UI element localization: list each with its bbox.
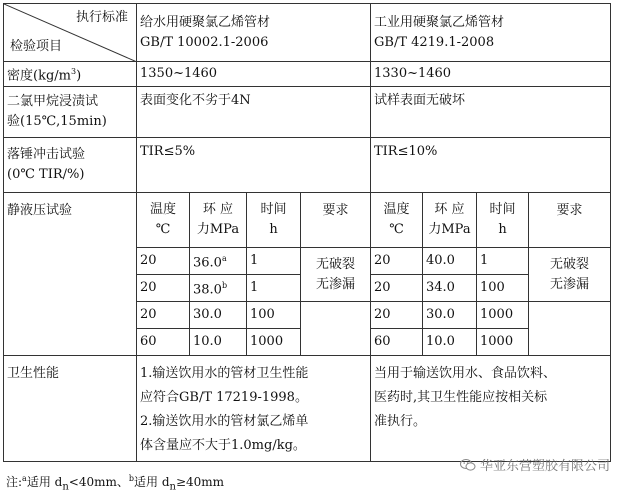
diagonal-header-cell bbox=[4, 4, 137, 62]
right-requirement: 无破裂 无渗漏 bbox=[529, 248, 611, 302]
density-value-1: 1350~1460 bbox=[137, 62, 371, 87]
temp-cell: 60 bbox=[137, 329, 190, 356]
drop-hammer-row bbox=[4, 138, 611, 193]
time-cell: 1 bbox=[247, 275, 301, 302]
temp-cell: 20 bbox=[137, 302, 190, 329]
stress-cell: 30.0 bbox=[190, 302, 247, 329]
drop-hammer-value-2: TIR≤10% bbox=[371, 138, 611, 193]
time-cell: 1000 bbox=[477, 329, 529, 356]
col1-header bbox=[137, 4, 371, 62]
temp-cell: 20 bbox=[371, 302, 423, 329]
temp-cell: 20 bbox=[371, 275, 423, 302]
time-cell: 1000 bbox=[477, 302, 529, 329]
wechat-icon bbox=[460, 458, 476, 472]
density-value-2: 1330~1460 bbox=[371, 62, 611, 87]
hydrostatic-header-row bbox=[4, 193, 611, 248]
temp-cell: 20 bbox=[137, 248, 190, 275]
left-requirement-empty bbox=[301, 302, 371, 356]
footnote: 注:$^a$适用 $d_n<40mm$、$^b$适用 $d_n\ge 40mm$ bbox=[6, 474, 225, 493]
temp-cell: 20 bbox=[137, 275, 190, 302]
dichloromethane-value-1: 表面变化不劣于4N bbox=[137, 87, 371, 138]
col2-title: 工业用硬聚氯乙烯管材 bbox=[374, 14, 505, 30]
hygiene-value-2: 当用于输送饮用水、食品饮料、 医药时,其卫生性能应按相关标 准执行。 bbox=[371, 356, 611, 462]
col2-code: GB/T 4219.1-2008 bbox=[374, 34, 495, 50]
right-requirement-empty bbox=[529, 302, 611, 356]
temp-header-1: 温度 ℃ bbox=[137, 193, 190, 248]
density-row bbox=[4, 62, 611, 87]
time-header-2: 时间 h bbox=[477, 193, 529, 248]
col1-title: 给水用硬聚氯乙烯管材 bbox=[140, 14, 271, 30]
hydrostatic-label: 静液压试验 bbox=[4, 193, 137, 356]
dichloromethane-value-2: 试样表面无破坏 bbox=[371, 87, 611, 138]
stress-cell: 30.0 bbox=[423, 302, 477, 329]
watermark bbox=[460, 455, 610, 474]
time-cell: 100 bbox=[247, 302, 301, 329]
item-label: 检验项目 bbox=[10, 39, 63, 54]
density-label: 密度$(kg/m^3)$ bbox=[4, 62, 137, 87]
temp-header-2: 温度 ℃ bbox=[371, 193, 423, 248]
time-cell: 1 bbox=[247, 248, 301, 275]
drop-hammer-label: 落锤冲击试验 (0℃ TIR/%) bbox=[4, 138, 137, 193]
header-row bbox=[4, 4, 611, 62]
drop-hammer-value-1: TIR≤5% bbox=[137, 138, 371, 193]
time-cell: 1000 bbox=[247, 329, 301, 356]
hygiene-row bbox=[4, 356, 611, 462]
hygiene-label: 卫生性能 bbox=[4, 356, 137, 462]
stress-cell: 38.0$^b$ bbox=[190, 275, 247, 302]
time-cell: 100 bbox=[477, 275, 529, 302]
left-requirement: 无破裂 无渗漏 bbox=[301, 248, 371, 302]
temp-cell: 20 bbox=[371, 248, 423, 275]
stress-cell: 10.0 bbox=[423, 329, 477, 356]
stress-cell: 40.0 bbox=[423, 248, 477, 275]
col1-code: GB/T 10002.1-2006 bbox=[140, 34, 269, 50]
temp-cell: 60 bbox=[371, 329, 423, 356]
stress-header-1: 环 应 力MPa bbox=[190, 193, 247, 248]
standard-label: 执行标准 bbox=[75, 10, 128, 25]
dichloromethane-row bbox=[4, 87, 611, 138]
time-header-1: 时间 h bbox=[247, 193, 301, 248]
spec-table bbox=[3, 3, 611, 462]
time-cell: 1 bbox=[477, 248, 529, 275]
dichloromethane-label: 二氯甲烷浸渍试 验(15℃,15min) bbox=[4, 87, 137, 138]
col2-header bbox=[371, 4, 611, 62]
watermark-text: 华亚东营塑胶有限公司 bbox=[479, 459, 610, 474]
stress-cell: 10.0 bbox=[190, 329, 247, 356]
req-header-2: 要求 bbox=[529, 193, 611, 248]
stress-cell: 34.0 bbox=[423, 275, 477, 302]
req-header-1: 要求 bbox=[301, 193, 371, 248]
stress-header-2: 环 应 力MPa bbox=[423, 193, 477, 248]
hygiene-value-1: 1.输送饮用水的管材卫生性能 应符合GB/T 17219-1998。 2.输送饮用水的管材氯乙烯单 体含量应不大于1.0mg/kg。 bbox=[137, 356, 371, 462]
stress-cell: 36.0$^a$ bbox=[190, 248, 247, 275]
